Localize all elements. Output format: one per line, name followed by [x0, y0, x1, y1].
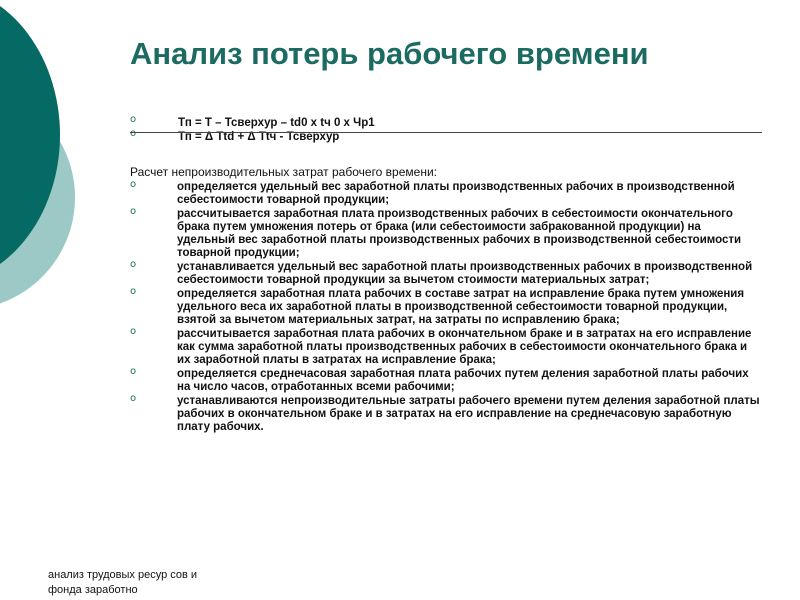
list-item — [130, 368, 760, 394]
calculation-steps-list — [130, 181, 760, 435]
bullet-icon: o — [130, 128, 137, 139]
list-item — [130, 208, 760, 260]
bullet-icon: o — [130, 179, 137, 190]
list-item — [130, 181, 760, 207]
formula-text: Тп = Δ Ttd + Δ Ttч - Тсверхур — [178, 131, 340, 143]
divider — [130, 132, 762, 133]
step-text: определяется удельный вес заработной платы производственных рабочих в производственной себестоимости товарной продукции; — [177, 181, 735, 206]
slide-title: Анализ потерь рабочего времени — [130, 36, 649, 71]
bullet-icon: o — [130, 206, 137, 217]
bullet-icon: o — [130, 393, 137, 404]
footer-text: анализ трудовых ресур сов и фонда заработно — [48, 569, 198, 596]
formula-text: Тп = Т – Тсверхур – td0 x tч 0 x Чр1 — [178, 117, 375, 129]
step-text: определяется заработная плата рабочих в составе затрат на исправление брака путем умножения удельного веса их заработной платы в производственной себестоимости товарной продукции, взятой за вычетом материальных затрат, на затраты по исправлению брака; — [177, 288, 745, 326]
bullet-icon: o — [130, 326, 137, 337]
bullet-icon: o — [130, 259, 137, 270]
formula-item — [130, 116, 762, 130]
list-item — [130, 395, 760, 434]
list-item — [130, 328, 760, 367]
list-item — [130, 261, 760, 287]
formula-list — [130, 116, 762, 144]
bullet-icon: o — [130, 366, 137, 377]
step-text: рассчитывается заработная плата рабочих в окончательном браке и в затратах на его исправление как сумма заработной платы производственных рабочих в себестоимости окончательного брака и их заработной платы в затратах на исправление брака; — [177, 328, 752, 366]
step-text: определяется среднечасовая заработная плата рабочих путем деления заработной платы рабочих на число часов, отработанных всеми рабочими; — [177, 368, 749, 393]
bullet-icon: o — [130, 114, 137, 125]
step-text: устанавливается удельный вес заработной платы производственных рабочих в производственной себестоимости товарной продукции за вычетом стоимости материальных затрат; — [177, 261, 753, 286]
list-item — [130, 288, 760, 327]
step-text: устанавливаются непроизводительные затраты рабочего времени путем деления заработной платы рабочих в окончательном браке и в затратах на его исправление на среднечасовую заработную плату рабочих. — [177, 395, 760, 433]
bullet-icon: o — [130, 286, 137, 297]
step-text: рассчитывается заработная плата производственных рабочих в себестоимости окончательного брака путем умножения потерь от брака (или себестоимости забракованной продукции) на удельный вес заработной платы производственных рабочих в производственной себестоимости товарной продукции; — [177, 208, 742, 259]
calculation-heading: Расчет непроизводительных затрат рабочего времени: — [130, 165, 437, 179]
